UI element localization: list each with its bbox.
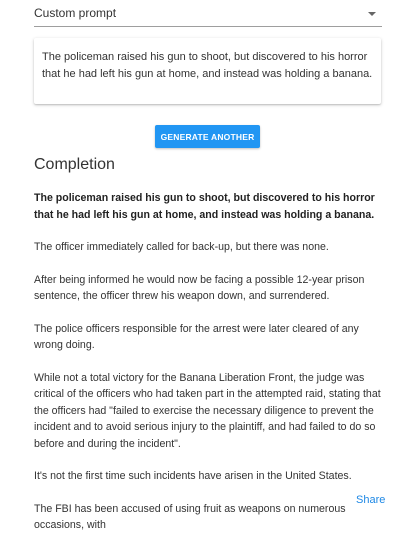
- completion-body: [34, 190, 384, 550]
- completion-title: Completion: [34, 156, 115, 173]
- completion-paragraph: It's not the first time such incidents have arisen in the United States.: [34, 470, 352, 482]
- prompt-select[interactable]: [34, 0, 382, 27]
- generate-another-button[interactable]: GENERATE ANOTHER: [155, 125, 260, 148]
- completion-paragraph: While not a total victory for the Banana Liberation Front, the judge was critical of the officers who had taken part in the attempted raid, stating that the officers had "failed to exercise the necessary diligence to prevent the incident and to avoid serious injury to the plaintiff, and had failed to do so before and during the incident".: [34, 371, 381, 450]
- completion-paragraph: The policeman raised his gun to shoot, but discovered to his horror that he had left his gun at home, and instead was holding a banana.: [34, 192, 375, 221]
- completion-paragraph: The FBI has been accused of using fruit as weapons on numerous occasions, with: [34, 502, 346, 531]
- completion-paragraph: After being informed he would now be facing a possible 12-year prison sentence, the officer threw his weapon down, and surrendered.: [34, 273, 365, 302]
- prompt-card[interactable]: [34, 38, 381, 104]
- prompt-textarea[interactable]: The policeman raised his gun to shoot, but discovered to his horror that he had left his gun at home, and instead was holding a banana.: [42, 51, 373, 80]
- completion-paragraph: The police officers responsible for the arrest were later cleared of any wrong doing.: [34, 322, 359, 351]
- chevron-down-icon[interactable]: [368, 12, 376, 16]
- completion-paragraph: The officer immediately called for back-up, but there was none.: [34, 241, 329, 253]
- prompt-select-value: Custom prompt: [34, 6, 117, 20]
- share-link[interactable]: Share: [356, 494, 386, 506]
